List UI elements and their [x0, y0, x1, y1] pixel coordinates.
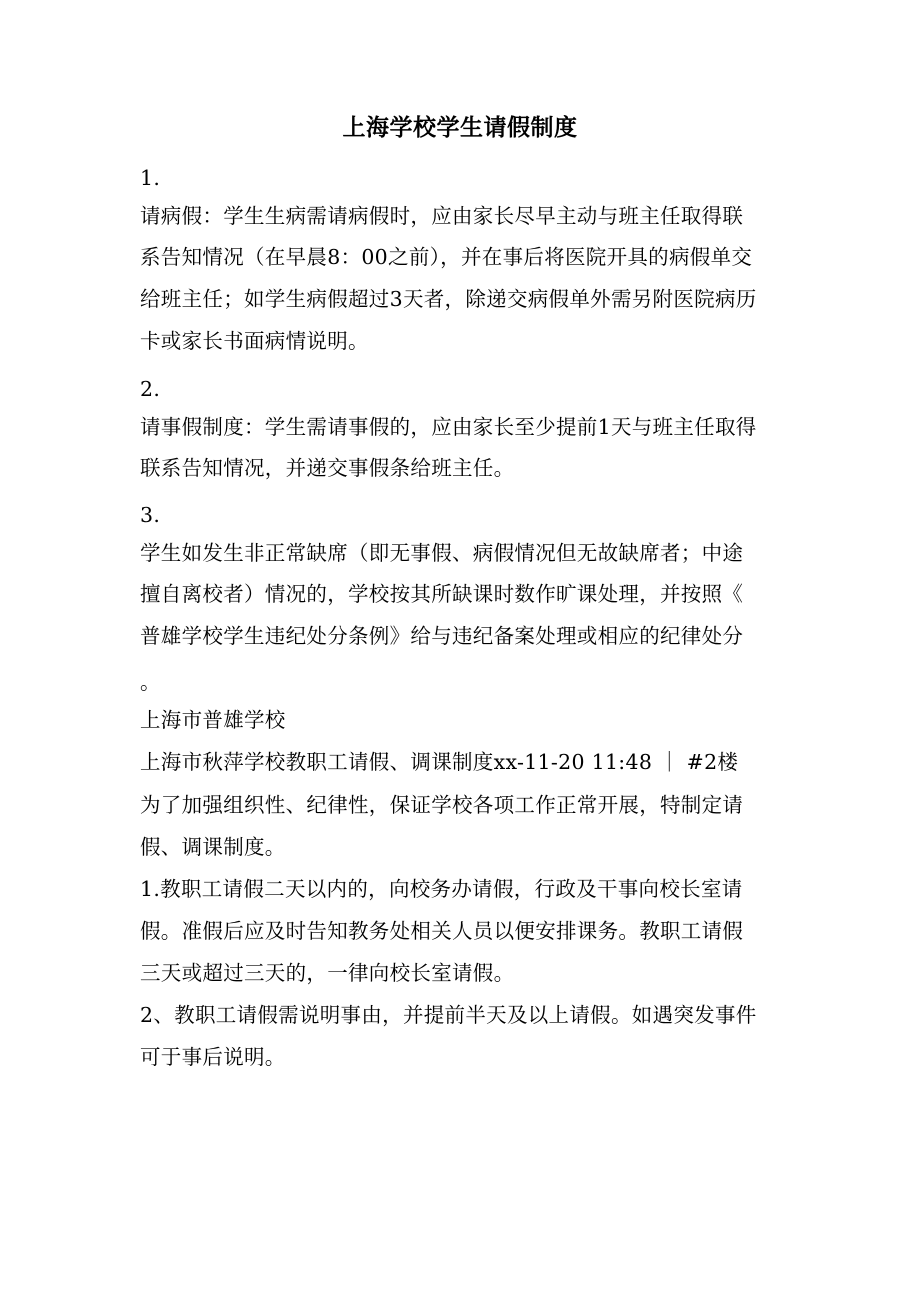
school-signature: 上海市普雄学校	[140, 708, 286, 732]
paragraph-line: 学生如发生非正常缺席（即无事假、病假情况但无故缺席者；中途	[140, 541, 744, 565]
paragraph-line: 卡或家长书面病情说明。	[140, 329, 369, 353]
paragraph-line: 假、调课制度。	[140, 835, 286, 859]
section-number-2: 2.	[140, 377, 161, 401]
paragraph-line: 三天或超过三天的，一律向校长室请假。	[140, 961, 515, 985]
document-title: 上海学校学生请假制度	[342, 114, 578, 141]
paragraph-line: 给班主任；如学生病假超过3天者，除递交病假单外需另附医院病历	[140, 287, 757, 311]
paragraph-line: 2、教职工请假需说明事由，并提前半天及以上请假。如遇突发事件	[140, 1003, 757, 1027]
paragraph-line: 联系告知情况，并递交事假条给班主任。	[140, 456, 515, 480]
paragraph-line: 请病假：学生生病需请病假时，应由家长尽早主动与班主任取得联	[140, 204, 744, 228]
paragraph-line: 1.教职工请假二天以内的，向校务办请假，行政及干事向校长室请	[140, 877, 743, 901]
paragraph-line: 普雄学校学生违纪处分条例》给与违纪备案处理或相应的纪律处分	[140, 624, 744, 648]
paragraph-line: 假。准假后应及时告知教务处相关人员以便安排课务。教职工请假	[140, 919, 744, 943]
paragraph-line: 请事假制度：学生需请事假的，应由家长至少提前1天与班主任取得	[140, 415, 757, 439]
section-number-1: 1.	[140, 166, 161, 190]
paragraph-line: 擅自离校者）情况的，学校按其所缺课时数作旷课处理，并按照《	[140, 582, 744, 606]
paragraph-line: 系告知情况（在早晨8：00之前），并在事后将医院开具的病假单交	[140, 245, 753, 269]
post-header: 上海市秋萍学校教职工请假、调课制度xx-11-20 11:48 ｜ #2楼	[140, 750, 739, 774]
section-number-3: 3.	[140, 503, 161, 527]
paragraph-line: 可于事后说明。	[140, 1045, 286, 1069]
paragraph-line: 。	[140, 670, 161, 694]
paragraph-line: 为了加强组织性、纪律性，保证学校各项工作正常开展，特制定请	[140, 793, 744, 817]
